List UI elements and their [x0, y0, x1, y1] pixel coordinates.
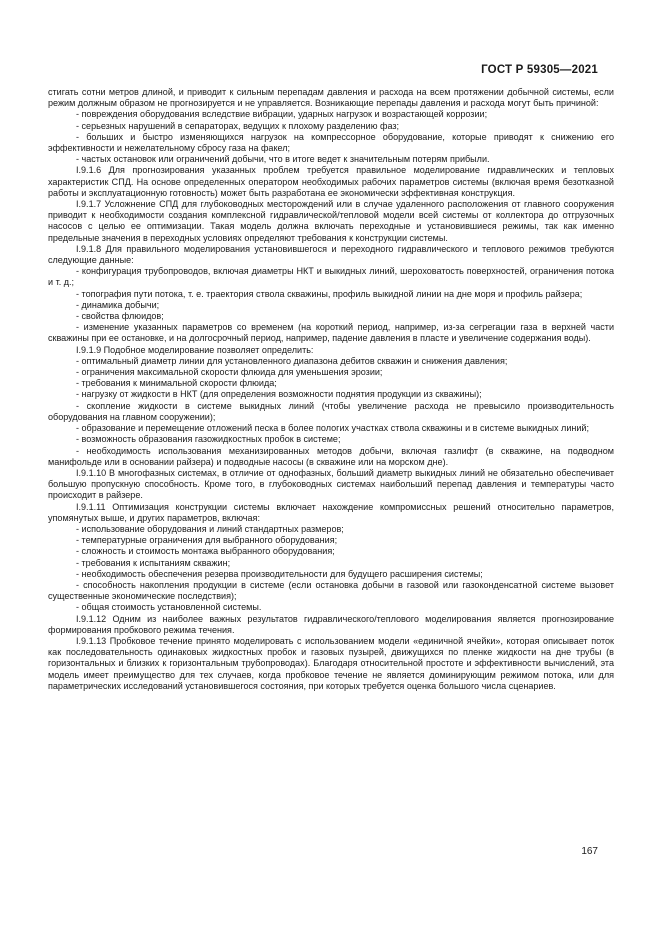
paragraph: I.9.1.6 Для прогнозирования указанных проблем требуется правильное моделирование гидравлических и тепловых характеристик СПД. На основе определенных оператором необходимых рабочих параметров системы (включая время безотказной работы и эксплуатационную готовность) может быть разработана ее экономически эффективная конструкция.	[48, 165, 614, 198]
paragraph: I.9.1.8 Для правильного моделирования установившегося и переходного гидравлического и теплового режимов требуются следующие данные:	[48, 243, 614, 266]
list-item: - изменение указанных параметров со временем (на короткий период, например, из-за сегрегации газа в верхней части скважины при ее остановке, и на долгосрочный период, например, падение давления в пласте и увеличение содержания воды).	[48, 322, 614, 344]
list-item: - температурные ограничения для выбранного оборудования;	[76, 535, 338, 546]
list-item: - требования к испытаниям скважин;	[76, 557, 231, 568]
list-item: - скопление жидкости в системе выкидных линий (чтобы увеличение расхода не превысило производительность оборудования на главном сооружении);	[48, 400, 614, 422]
list-item: - возможность образования газожидкостных пробок в системе;	[76, 434, 341, 445]
list-item: - оптимальный диаметр линии для установленного диапазона дебитов скважин и снижения давления;	[76, 355, 508, 366]
list-item: - необходимость использования механизированных методов добычи, включая газлифт (в скважине, на подводном манифольде или в основании райзера) и подводные насосы (в скважине или на морском дне).	[48, 445, 614, 467]
list-item: - сложность и стоимость монтажа выбранного оборудования;	[76, 546, 335, 557]
list-item: - динамика добычи;	[76, 299, 160, 310]
paragraph: I.9.1.13 Пробковое течение принято моделировать с использованием модели «единичной ячейки», которая описывает поток как последовательность одинаковых жидкостных пробок и газовых пузырей, движущихся по пленке жидкости на дне трубы (в горизонтальных и близких к горизонтальным трубопроводах). Благодаря относительной простоте и эффективности вычислений, эта модель имеет преимущество для тех случаев, когда пробковое течение не является доминирующим режимом потока, или для параметрических исследований установившегося состояния, при которых требуется оценка большого числа сценариев.	[48, 635, 614, 691]
list-item: - повреждения оборудования вследствие вибрации, ударных нагрузок и возрастающей коррозии;	[76, 109, 488, 120]
list-item: - необходимость обеспечения резерва производительности для будущего расширения системы;	[76, 568, 483, 579]
standard-header: ГОСТ Р 59305—2021	[481, 64, 598, 76]
list-item: - ограничения максимальной скорости флюида для уменьшения эрозии;	[76, 367, 383, 378]
list-item: - нагрузку от жидкости в НКТ (для определения возможности поднятия продукции из скважины);	[76, 389, 482, 400]
list-item: - частых остановок или ограничений добычи, что в итоге ведет к значительным потерям прибыли.	[76, 154, 490, 165]
list-item: - общая стоимость установленной системы.	[76, 602, 262, 613]
list-item: - свойства флюидов;	[76, 311, 164, 322]
paragraph: I.9.1.12 Одним из наиболее важных результатов гидравлического/теплового моделирования является прогнозирование формирования пробкового режима течения.	[48, 613, 614, 635]
list-item: - способность накопления продукции в системе (если остановка добычи в газовой или газоконденсатной системе вызовет существенные экономические последствия);	[48, 579, 614, 602]
list-item: - образование и перемещение отложений песка в более пологих участках ствола скважины и в системе выкидных линий;	[76, 423, 589, 434]
list-item: - больших и быстро изменяющихся нагрузок на компрессорное оборудование, которые приводят к снижению его эффективности и нежелательному сбросу газа на факел;	[48, 131, 614, 154]
paragraph: I.9.1.7 Усложнение СПД для глубоководных месторождений или в случае удаленного расположения от главного сооружения приводит к необходимости создания комплексной гидравлической/тепловой модели всей системы от коллектора до отгрузочных насосов с целью ее оптимизации. Такая модель должна включать переходные и установившиеся режимы, так как именно предельные значения в переходных условиях определяют требования к конструкции системы.	[48, 199, 614, 243]
list-item: - требования к минимальной скорости флюида;	[76, 378, 277, 389]
paragraph: I.9.1.11 Оптимизация конструкции системы включает нахождение компромиссных решений относительно параметров, упомянутых выше, и других параметров, включая:	[48, 501, 614, 523]
paragraph: I.9.1.10 В многофазных системах, в отличие от однофазных, больший диаметр выкидных линий не обязательно обеспечивает большую пропускную способность. Кроме того, в глубоководных системах наибольший перепад давления и температуры часто происходит в райзере.	[48, 467, 614, 501]
body-text	[48, 87, 614, 692]
paragraph: I.9.1.9 Подобное моделирование позволяет определить:	[76, 344, 314, 355]
list-item: - использование оборудования и линий стандартных размеров;	[76, 523, 344, 534]
list-item: - серьезных нарушений в сепараторах, ведущих к плохому разделению фаз;	[76, 120, 400, 131]
paragraph: стигать сотни метров длиной, и приводит к сильным перепадам давления и расхода на всем протяжении добычной системы, если режим должным образом не прогнозируется и не управляется. Возникающие перепады давления и расхода могут быть причиной:	[48, 87, 614, 109]
list-item: - конфигурация трубопроводов, включая диаметры НКТ и выкидных линий, шероховатость поверхностей, ограничения потока и т. д.;	[48, 266, 614, 288]
page-number: 167	[581, 846, 598, 857]
list-item: - топография пути потока, т. е. траектория ствола скважины, профиль выкидной линии на дне моря и профиль райзера;	[76, 288, 583, 299]
